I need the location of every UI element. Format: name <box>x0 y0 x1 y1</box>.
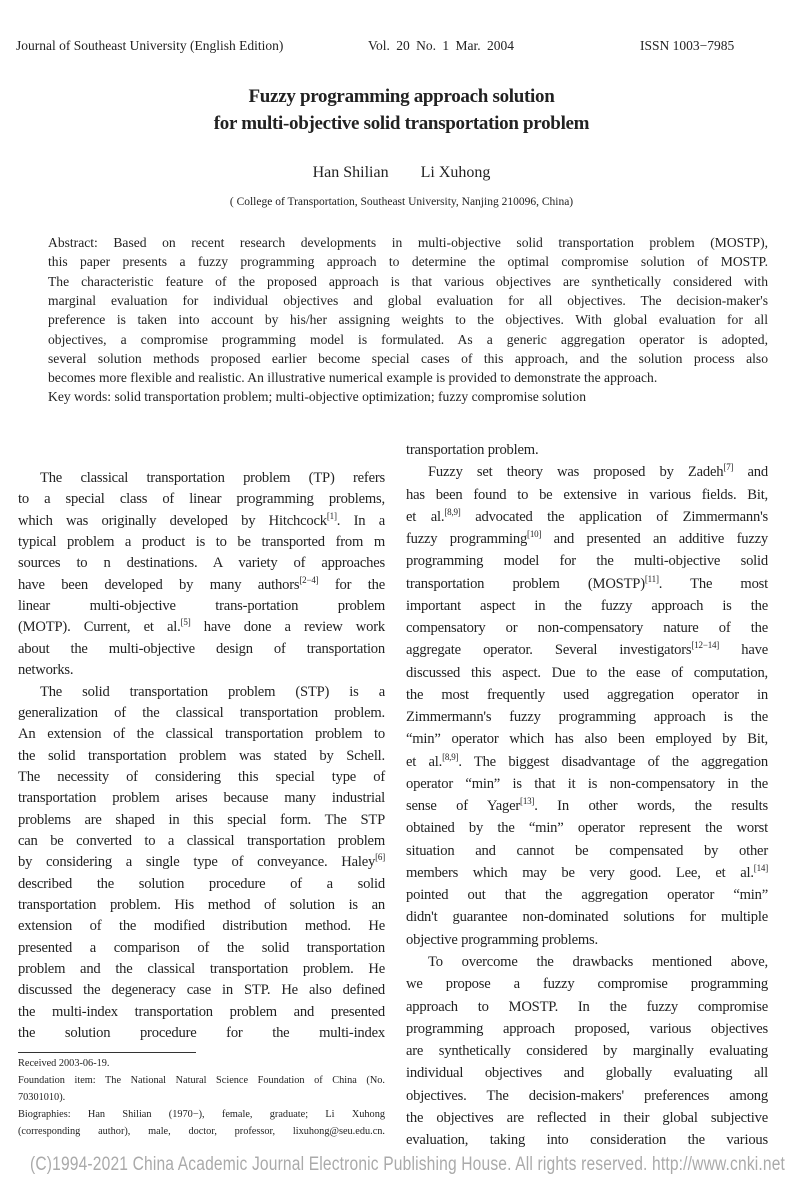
body-line <box>18 812 385 829</box>
text-segment: individual objectives and globally evaluating all <box>406 1065 768 1082</box>
text-segment: have been developed by many authors <box>18 576 300 593</box>
abstract-line <box>48 389 768 405</box>
body-line <box>18 534 385 551</box>
body-line <box>18 641 385 658</box>
body-line <box>406 1132 768 1149</box>
body-line <box>18 854 385 871</box>
citation-ref: [10] <box>527 529 542 540</box>
body-line <box>406 531 768 548</box>
author-name: Li Xuhong <box>420 164 491 181</box>
body-line <box>406 1043 768 1060</box>
text-segment: linear multi-objective trans-portation problem <box>18 598 385 615</box>
text-segment: presented a comparison of the solid transportation <box>18 939 385 956</box>
text-segment: generalization of the classical transportation problem. <box>18 704 385 721</box>
body-line <box>406 487 768 504</box>
text-segment: have done a review work <box>190 619 385 636</box>
footnote-line <box>18 1109 385 1121</box>
body-line <box>406 731 768 748</box>
body-line <box>406 1110 768 1127</box>
body-line <box>406 506 768 526</box>
text-segment: which was originally developed by Hitchcock <box>18 512 327 529</box>
text-segment: 70301010). <box>18 1092 66 1103</box>
authors <box>0 163 803 182</box>
body-line <box>406 598 768 615</box>
body-line <box>18 726 385 743</box>
body-line <box>18 1004 385 1021</box>
text-segment: The characteristic feature of the proposed approach is that various objectives are synthetically considered with <box>48 273 768 289</box>
text-segment: The solid transportation problem (STP) is a <box>40 683 385 700</box>
text-segment: Key words: solid transportation problem; multi-objective optimization; fuzzy compromise solution <box>48 389 586 405</box>
body-line <box>18 555 385 572</box>
text-segment: An extension of the classical transportation problem to <box>18 726 385 743</box>
body-line <box>18 833 385 850</box>
abstract-line <box>48 254 768 270</box>
text-segment: Received 2003-06-19. <box>18 1058 110 1069</box>
citation-ref: [8,9] <box>442 751 459 762</box>
abstract-line <box>48 235 768 251</box>
text-segment: approach to MOSTP. In the fuzzy compromise <box>406 998 768 1015</box>
text-segment: for the <box>318 576 386 593</box>
body-line <box>18 769 385 786</box>
body-line <box>18 876 385 893</box>
text-segment: to a special class of linear programming problems, <box>18 491 385 508</box>
body-line <box>18 918 385 935</box>
author-name: Han Shilian <box>312 164 389 181</box>
citation-ref: [6] <box>375 852 385 863</box>
text-segment: the most frequently used aggregation operator in <box>406 686 768 703</box>
body-line <box>406 909 768 926</box>
text-segment: becomes more flexible and realistic. An illustrative numerical example is provided to demonstrate the approach. <box>48 370 658 386</box>
journal-name: Journal of Southeast University (English Edition) <box>16 38 284 53</box>
body-line <box>406 798 768 815</box>
text-segment: and presented an additive fuzzy <box>541 531 768 548</box>
text-segment: et al. <box>406 508 445 525</box>
text-segment: by considering a single type of conveyance. Haley <box>18 854 376 871</box>
text-segment: . In a <box>336 512 385 529</box>
citation-ref: [11] <box>644 573 659 584</box>
text-segment: (MOTP). Current, et al. <box>18 619 181 636</box>
body-line <box>18 897 385 914</box>
footnote-line <box>18 1058 385 1070</box>
body-line <box>406 954 768 971</box>
citation-ref: [7] <box>723 462 734 473</box>
body-line <box>18 982 385 999</box>
text-segment: about the multi-objective design of transportation <box>18 640 385 657</box>
text-segment: this paper presents a fuzzy programming approach to determine the optimal compromise solution of MOSTP. <box>48 254 768 270</box>
text-segment: and <box>733 464 768 481</box>
body-line <box>406 976 768 993</box>
body-line <box>406 1088 768 1105</box>
text-segment: transportation problem (MOSTP) <box>406 575 645 592</box>
text-segment: discussed the degeneracy case in STP. He also defined <box>18 982 385 999</box>
body-line <box>406 751 768 771</box>
text-segment: compensatory or non-compensatory nature of the <box>406 620 768 637</box>
body-line <box>406 820 768 837</box>
body-line <box>406 887 768 904</box>
text-segment: The necessity of considering this special type of <box>18 768 385 785</box>
issue-info: Vol. 20 No. 1 Mar. 2004 <box>368 38 515 53</box>
body-line <box>406 776 768 793</box>
body-line <box>18 662 385 679</box>
text-segment: marginal evaluation for individual objectives and global evaluation for all objectives. The decision-maker's <box>48 292 768 308</box>
text-segment: problems are shaped in this special form. The STP <box>18 811 385 828</box>
body-line <box>406 620 768 637</box>
issn: ISSN 1003−7985 <box>640 38 735 53</box>
body-line <box>406 999 768 1016</box>
body-line <box>18 684 385 701</box>
text-segment: problem and the classical transportation problem. He <box>18 961 385 978</box>
abstract-line <box>48 351 768 367</box>
body-line <box>406 932 768 949</box>
text-segment: evaluation, taking into consideration the various <box>406 1132 768 1149</box>
text-segment: advocated the application of Zimmermann's <box>460 508 768 525</box>
text-segment: have <box>719 642 769 659</box>
text-segment: . The most <box>658 575 768 592</box>
body-line <box>406 709 768 726</box>
copyright-watermark: (C)1994-2021 China Academic Journal Electronic Publishing House. All rights reserved. http://www.cnki.net <box>30 1154 786 1175</box>
text-segment: has been found to be extensive in various fields. Bit, <box>406 486 768 503</box>
text-segment: . The biggest disadvantage of the aggregation <box>458 753 768 770</box>
body-line <box>18 1025 385 1042</box>
text-segment: sense of Yager <box>406 798 521 815</box>
text-segment: preference is taken into account by his/her assigning weights to the objectives. With global evaluation for all <box>48 312 768 328</box>
body-line <box>406 464 768 481</box>
footnote-line <box>18 1126 385 1138</box>
footnote-line <box>18 1092 385 1104</box>
text-segment: . In other words, the results <box>534 798 768 815</box>
abstract-line <box>48 293 768 309</box>
text-segment: operator “min” is that it is non-compensatory in the <box>406 775 768 792</box>
body-line <box>18 705 385 722</box>
abstract-line <box>48 370 768 386</box>
body-line <box>406 442 768 459</box>
text-segment: transportation problem arises because many industrial <box>18 790 385 807</box>
body-line <box>406 642 768 659</box>
text-segment: discussed this aspect. Due to the ease of computation, <box>406 664 768 681</box>
text-segment: are synthetically considered by marginally evaluating <box>406 1043 768 1060</box>
body-line <box>406 1065 768 1082</box>
body-line <box>406 665 768 682</box>
body-line <box>406 843 768 860</box>
citation-ref: [1] <box>326 510 337 521</box>
text-segment: we propose a fuzzy compromise programming <box>406 976 768 993</box>
text-segment: transportation problem. <box>406 442 539 458</box>
text-segment: Zimmermann's fuzzy programming approach is the <box>406 709 768 726</box>
body-line <box>406 687 768 704</box>
body-line <box>406 862 768 882</box>
text-segment: objectives, a compromise programming model is formulated. As a generic aggregation operator is adopted, <box>48 331 768 347</box>
text-segment: et al. <box>406 753 443 770</box>
text-segment: To overcome the drawbacks mentioned above, <box>428 953 768 970</box>
body-line <box>18 940 385 957</box>
text-segment: networks. <box>18 662 74 679</box>
text-segment: “min” operator which has also been employed by Bit, <box>406 731 768 748</box>
text-segment: (corresponding author), male, doctor, professor, lixuhong@seu.edu.cn. <box>18 1126 385 1137</box>
citation-ref: [12−14] <box>691 640 720 651</box>
abstract-line <box>48 312 768 328</box>
text-segment: the objectives are reflected in their global subjective <box>406 1109 768 1126</box>
abstract-line <box>48 274 768 290</box>
text-segment: sources to n destinations. A variety of approaches <box>18 555 385 572</box>
text-segment: programming approach proposed, various objectives <box>406 1020 768 1037</box>
text-segment: programming model for the multi-objective solid <box>406 553 768 570</box>
paper-title-line-2: for multi-objective solid transportation problem <box>213 113 590 134</box>
text-segment: Foundation item: The National Natural Science Foundation of China (No. <box>18 1075 385 1086</box>
body-line <box>18 470 385 487</box>
text-segment: members which may be very good. Lee, et al. <box>406 864 754 881</box>
abstract-line <box>48 332 768 348</box>
text-segment: objectives. The decision-makers' preferences among <box>406 1087 768 1104</box>
citation-ref: [5] <box>180 617 191 628</box>
text-segment: situation and cannot be compensated by other <box>406 842 768 859</box>
text-segment: extension of the modified distribution method. He <box>18 918 385 935</box>
text-segment: obtained by the “min” operator represent the worst <box>406 820 768 837</box>
footnote-line <box>18 1075 385 1087</box>
body-line <box>18 574 386 594</box>
body-line <box>406 553 768 570</box>
affiliation: ( College of Transportation, Southeast University, Nanjing 210096, China) <box>229 196 574 208</box>
text-segment: important aspect in the fuzzy approach is the <box>406 597 768 614</box>
body-line <box>18 790 385 807</box>
text-segment: typical problem a product is to be transported from m <box>18 534 385 551</box>
body-line <box>18 961 385 978</box>
body-line <box>18 510 385 530</box>
text-segment: the solid transportation problem was stated by Schell. <box>18 747 385 764</box>
text-segment: pointed out that the aggregation operator “min” <box>406 887 768 904</box>
citation-ref: [13] <box>520 796 535 807</box>
text-segment: the multi-index transportation problem and presented <box>18 1003 385 1020</box>
text-segment: fuzzy programming <box>406 531 528 548</box>
body-line <box>406 573 768 593</box>
text-segment: objective programming problems. <box>406 931 598 948</box>
text-segment: several solution methods proposed earlier become special cases of this approach, and the solution process also <box>48 350 768 366</box>
body-line <box>18 491 385 508</box>
text-segment: transportation problem. His method of solution is an <box>18 897 385 913</box>
paper-title-line-1: Fuzzy programming approach solution <box>248 86 555 107</box>
footnote-rule <box>18 1052 196 1053</box>
body-line <box>18 598 385 615</box>
text-segment: The classical transportation problem (TP) refers <box>40 470 385 486</box>
citation-ref: [8,9] <box>444 506 461 517</box>
text-segment: aggregate operator. Several investigators <box>406 642 692 659</box>
text-segment: didn't guarantee non-dominated solutions for multiple <box>406 909 768 926</box>
body-line <box>406 1021 768 1038</box>
text-segment: Biographies: Han Shilian (1970−), female, graduate; Li Xuhong <box>18 1109 385 1120</box>
text-segment: can be converted to a classical transportation problem <box>18 832 385 849</box>
citation-ref: [14] <box>753 862 768 873</box>
text-segment: Abstract: Based on recent research developments in multi-objective solid transportation problem (MOSTP), <box>48 235 768 250</box>
text-segment: the solution procedure for the multi-index <box>18 1025 385 1042</box>
citation-ref: [2−4] <box>299 574 319 585</box>
body-line <box>18 748 385 765</box>
body-line <box>18 619 385 636</box>
text-segment: Fuzzy set theory was proposed by Zadeh <box>428 464 724 481</box>
text-segment: described the solution procedure of a solid <box>18 875 385 892</box>
